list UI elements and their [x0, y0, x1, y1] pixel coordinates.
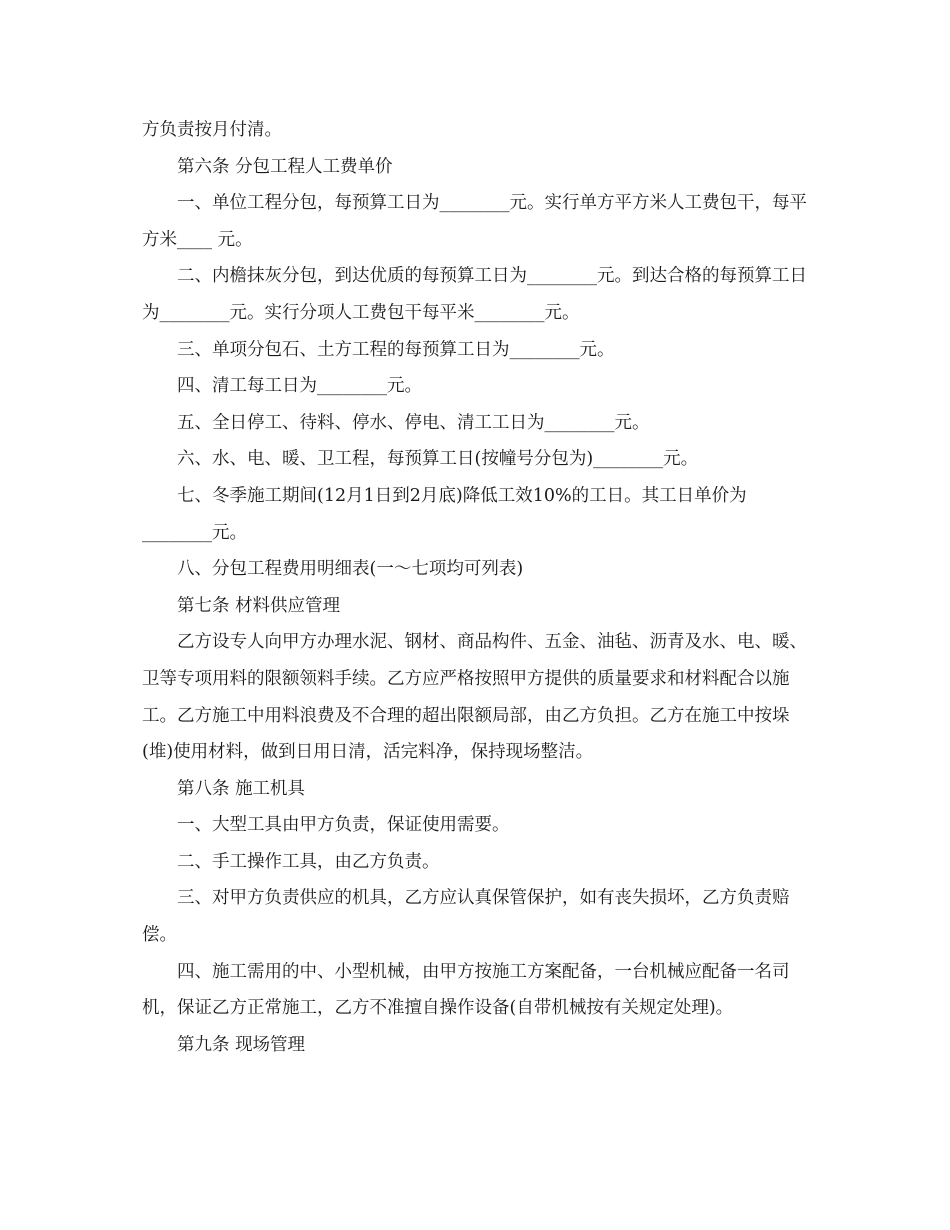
article-8-item-1: 一、大型工具由甲方负责，保证使用需要。: [177, 815, 510, 836]
article-6-item-5: 五、全日停工、待料、停水、停电、清工工日为________元。: [177, 412, 650, 433]
article-8-item-3: 三、对甲方负责供应的机具，乙方应认真保管保护，如有丧失损坏，乙方负责赔偿。: [142, 888, 790, 946]
paragraph-continuation: 方负责按月付清。: [142, 120, 282, 140]
article-6-item-3: 三、单项分包石、土方工程的每预算工日为________元。: [177, 339, 615, 360]
article-6-item-1: 一、单位工程分包，每预算工日为________元。实行单方平方米人工费包干，每平方米____ 元。: [142, 193, 807, 250]
document-body: [142, 112, 812, 1063]
article-6-item-2: 二、内檐抹灰分包，到达优质的每预算工日为________元。到达合格的每预算工日为________元。实行分项人工费包干每平米________元。: [142, 266, 807, 323]
article-8-item-2: 二、手工操作工具，由乙方负责。: [177, 851, 440, 872]
article-6-item-4: 四、清工每工日为________元。: [177, 376, 422, 397]
article-8-heading: 第八条 施工机具: [177, 778, 306, 799]
article-6-item-6: 六、水、电、暖、卫工程，每预算工日(按幢号分包为)________元。: [177, 449, 699, 470]
article-6-item-7: 七、冬季施工期间(12月1日到2月底)降低工效10%的工日。其工日单价为________元。: [142, 485, 747, 543]
article-7-body: 乙方设专人向甲方办理水泥、钢材、商品构件、五金、油毡、沥青及水、电、暖、卫等专项用料的限额领料手续。乙方应严格按照甲方提供的质量要求和材料配合以施工。乙方施工中用料浪费及不合理的超出限额局部，由乙方负担。乙方在施工中按垛(堆)使用材料，做到日用日清，活完料净，保持现场整洁。: [142, 632, 807, 763]
article-6-item-8: 八、分包工程费用明细表(一～七项均可列表): [177, 559, 524, 580]
article-6-heading: 第六条 分包工程人工费单价: [177, 156, 393, 177]
article-9-heading: 第九条 现场管理: [177, 1034, 306, 1055]
article-7-heading: 第七条 材料供应管理: [177, 595, 341, 616]
article-8-item-4: 四、施工需用的中、小型机械，由甲方按施工方案配备，一台机械应配备一名司机，保证乙方正常施工，乙方不准擅自操作设备(自带机械按有关规定处理)。: [142, 961, 790, 1019]
